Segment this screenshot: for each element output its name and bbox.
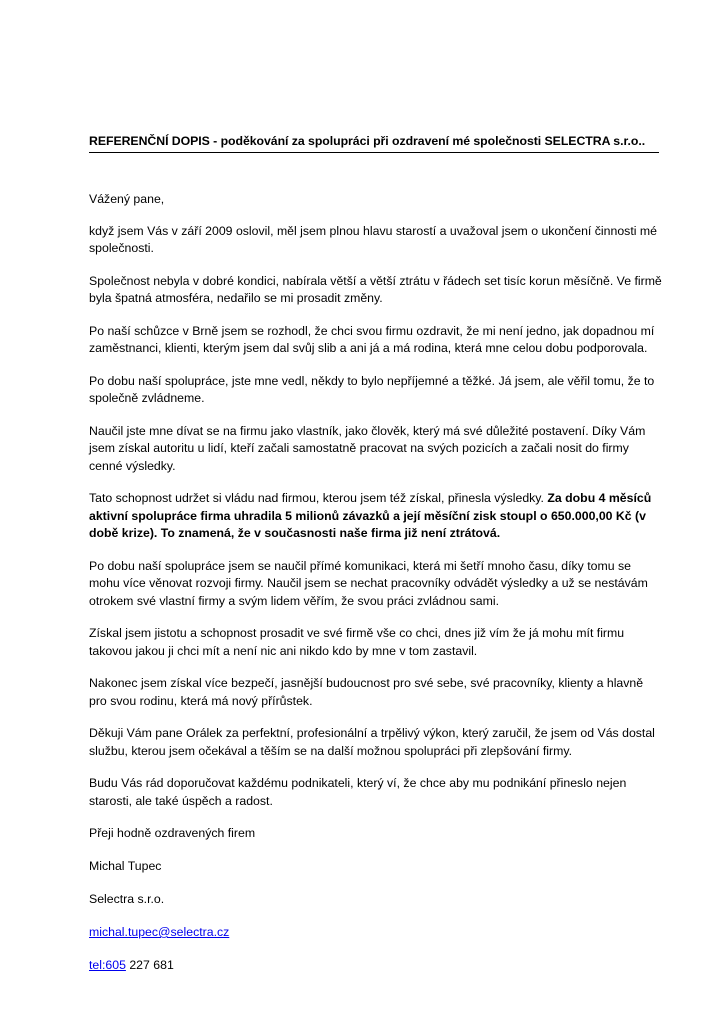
signature-name: Michal Tupec (89, 859, 162, 873)
paragraph-meeting-brno: Po naší schůzce v Brně jsem se rozhodl, že chci svou firmu ozdravit, že mi není jedno, jak dopadnou mí zaměstnanci, klienti, kterým jsem dal svůj slib a ani já a má rodina, která mne celou dobu podporovala. (89, 323, 655, 355)
greeting: Vážený pane, (89, 192, 165, 206)
letter-body (89, 191, 664, 990)
paragraph-confidence: Získal jsem jistotu a schopnost prosadit ve své firmě vše co chci, dnes již vím že já mohu mít firmu takovou jakou ji chci mít a není nic ani nikdo kdo by mne v tom zastavil. (89, 626, 625, 658)
phone-number-rest: 227 681 (125, 958, 174, 972)
closing-line: Přeji hodně ozdravených firem (89, 826, 256, 840)
signature-phone-line (89, 957, 664, 975)
email-link[interactable]: michal.tupec@selectra.cz (89, 925, 230, 939)
paragraph-company-condition: Společnost nebyla v dobré kondici, nabírala větší a větší ztrátu v řádech set tisíc korun měsíčně. Ve firmě byla špatná atmosféra, nedařilo se mi prosadit změny. (89, 273, 662, 305)
signature-email-line (89, 924, 664, 942)
results-highlight: Za dobu 4 měsíců aktivní spolupráce firma uhradila 5 milionů závazků a její měsíční zisk stoupl o 650.000,00 Kč (v době krize). To znamená, že v současnosti naše firma již není ztrátová. (89, 491, 652, 540)
paragraph-thanks: Děkuji Vám pane Orálek za perfektní, profesionální a trpělivý výkon, který zaručil, že jsem od Vás dostal službu, kterou jsem očekával a těším se na další možnou spolupráci při zlepšování firmy. (89, 726, 655, 758)
paragraph-first-contact: když jsem Vás v září 2009 oslovil, měl jsem plnou hlavu starostí a uvažoval jsem o ukončení činnosti mé společnosti. (89, 223, 657, 255)
paragraph-results (89, 490, 664, 543)
signature-company: Selectra s.r.o. (89, 892, 165, 906)
paragraph-communication: Po dobu naší spolupráce jsem se naučil přímé komunikaci, která mi šetří mnoho času, díky tomu se mohu více věnovat rozvoji firmy. Naučil jsem se nechat pracovníky odvádět výsledky a už se nestávám otrokem své vlastní firmy a svým lidem věřím, že svou práci zvládnou sami. (89, 558, 648, 608)
phone-link[interactable]: tel:605 (89, 958, 126, 972)
results-text: Tato schopnost udržet si vládu nad firmou, kterou jsem též získal, přinesla výsledky. (89, 491, 548, 505)
paragraph-cooperation: Po dobu naší spolupráce, jste mne vedl, někdy to bylo nepříjemné a těžké. Já jsem, ale věřil tomu, že to společně zvládneme. (89, 373, 655, 405)
paragraph-recommendation: Budu Vás rád doporučovat každému podnikateli, který ví, že chce aby mu podnikání přineslo nejen starosti, ale také úspěch a radost. (89, 776, 627, 808)
letter-title: REFERENČNÍ DOPIS - poděkování za spolupráci při ozdravení mé společnosti SELECTRA s.r.o.. (89, 134, 646, 148)
letter-header (89, 133, 659, 153)
paragraph-security: Nakonec jsem získal více bezpečí, jasnější budoucnost pro své sebe, své pracovníky, klienty a hlavně pro svou rodinu, která má nový přírůstek. (89, 676, 644, 708)
paragraph-authority: Naučil jste mne dívat se na firmu jako vlastník, jako člověk, který má své důležité postavení. Díky Vám jsem získal autoritu u lidí, kteří začali samostatně pracovat na svých pozicích a začali nosit do firmy cenné výsledky. (89, 423, 646, 473)
